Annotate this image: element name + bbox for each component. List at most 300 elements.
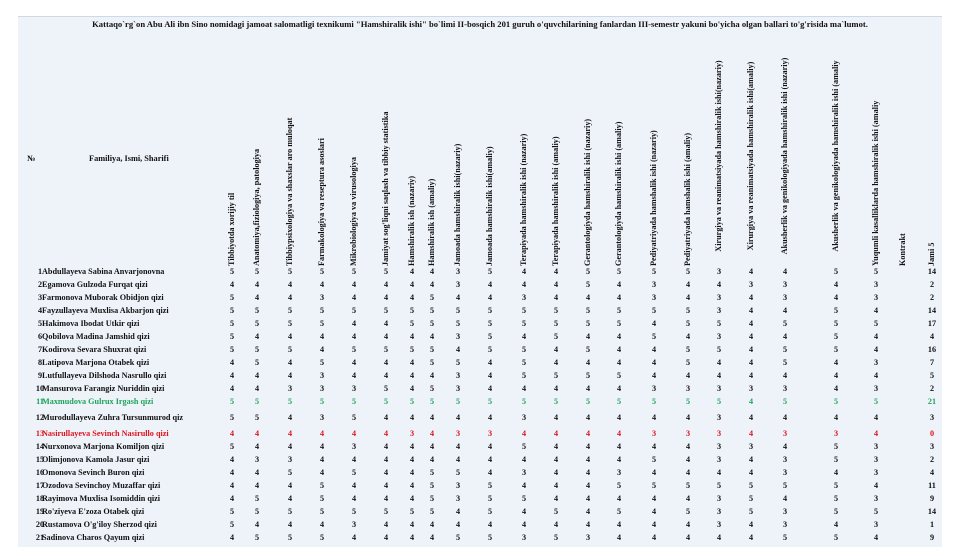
grade-cell: 4 <box>616 280 622 289</box>
grade-cell: 4 <box>287 332 293 341</box>
table-row <box>18 413 942 426</box>
grade-cell: 3 <box>716 306 722 315</box>
grade-cell: 4 <box>287 494 293 503</box>
grade-cell: 4 <box>383 319 389 328</box>
grade-cell: 5 <box>351 413 357 422</box>
grade-cell: 4 <box>616 494 622 503</box>
grade-cell: 3 <box>319 371 325 380</box>
grade-cell: 5 <box>553 319 559 328</box>
grade-cell: 5 <box>748 481 754 490</box>
grade-cell: 5 <box>409 306 415 315</box>
grade-cell: 4 <box>685 520 691 529</box>
table-row <box>18 319 942 332</box>
grade-cell: 5 <box>319 481 325 490</box>
grade-cell: 5 <box>351 267 357 276</box>
student-name: Mansurova Farangiz Nuriddin qizi <box>42 384 165 393</box>
row-number: 9 <box>37 371 43 380</box>
grade-cell: 4 <box>685 468 691 477</box>
grade-cell: 4 <box>716 371 722 380</box>
grade-cell: 4 <box>616 384 622 393</box>
grade-cell: 3 <box>782 507 788 516</box>
grade-cell: 5 <box>748 494 754 503</box>
grade-cell: 4 <box>409 481 415 490</box>
grade-cell: 4 <box>553 384 559 393</box>
grade-cell: 4 <box>748 371 754 380</box>
student-name: Rayimova Muxlisa Isomiddin qizi <box>42 494 161 503</box>
grade-cell: 4 <box>553 267 559 276</box>
grade-cell: 4 <box>351 293 357 302</box>
grade-cell: 16 <box>927 345 937 354</box>
grade-cell: 5 <box>716 345 722 354</box>
grade-cell: 4 <box>383 429 389 438</box>
grade-cell: 4 <box>383 494 389 503</box>
grade-cell: 4 <box>487 358 493 367</box>
grade-cell: 4 <box>929 332 935 341</box>
grade-cell: 3 <box>351 384 357 393</box>
row-number: 21 <box>35 533 45 542</box>
grade-cell: 5 <box>429 358 435 367</box>
grade-cell: 4 <box>319 332 325 341</box>
grade-cell: 4 <box>616 429 622 438</box>
grade-cell: 5 <box>487 345 493 354</box>
grade-cell: 5 <box>685 481 691 490</box>
grade-cell: 3 <box>716 384 722 393</box>
row-number: 8 <box>37 358 43 367</box>
grade-cell: 3 <box>685 384 691 393</box>
subject-header-cell <box>614 46 615 266</box>
grade-cell: 4 <box>351 533 357 542</box>
grade-cell: 4 <box>748 533 754 542</box>
grade-cell: 5 <box>487 481 493 490</box>
grade-cell: 7 <box>929 358 935 367</box>
grade-cell: 9 <box>929 533 935 542</box>
subject-header-cell <box>485 46 486 266</box>
grade-cell: 4 <box>833 468 839 477</box>
table-row <box>18 520 942 533</box>
grade-cell: 4 <box>553 280 559 289</box>
subject-header-cell <box>285 46 286 266</box>
grade-cell: 3 <box>716 429 722 438</box>
grade-cell: 3 <box>873 280 879 289</box>
grade-cell: 5 <box>429 397 435 406</box>
grade-cell: 4 <box>685 413 691 422</box>
student-name: Lutfullayeva Dilshoda Nasrullo qizi <box>42 371 167 380</box>
grade-cell: 4 <box>229 468 235 477</box>
row-number: 12 <box>35 413 45 422</box>
grade-cell: 4 <box>254 332 260 341</box>
grade-cell: 5 <box>685 345 691 354</box>
grade-cell: 4 <box>616 413 622 422</box>
subject-header-cell <box>381 46 382 266</box>
grade-cell: 5 <box>429 319 435 328</box>
grade-cell: 4 <box>553 481 559 490</box>
subject-header-cell <box>871 46 872 266</box>
student-name: Abdullayeva Sabina Anvarjonovna <box>42 267 165 276</box>
grade-cell: 5 <box>229 520 235 529</box>
grade-cell: 3 <box>651 429 657 438</box>
grade-cell: 4 <box>782 267 788 276</box>
grade-cell: 3 <box>254 455 260 464</box>
grade-cell: 4 <box>782 442 788 451</box>
grade-cell: 4 <box>383 442 389 451</box>
grade-cell: 5 <box>585 306 591 315</box>
grade-cell: 3 <box>685 429 691 438</box>
grade-cell: 5 <box>319 397 325 406</box>
student-name: Hakimova Ibodat Utkir qizi <box>42 319 140 328</box>
grade-cell: 5 <box>383 397 389 406</box>
grade-cell: 1 <box>929 520 935 529</box>
grade-cell: 4 <box>616 533 622 542</box>
grade-cell: 4 <box>383 468 389 477</box>
grade-cell: 3 <box>873 442 879 451</box>
grade-cell: 5 <box>585 267 591 276</box>
grade-cell: 5 <box>685 397 691 406</box>
grade-cell: 4 <box>782 494 788 503</box>
grade-cell: 4 <box>833 520 839 529</box>
subject-header-cell <box>780 46 781 266</box>
grade-cell: 5 <box>455 319 461 328</box>
grade-cell: 4 <box>748 429 754 438</box>
grade-cell: 4 <box>521 332 527 341</box>
grade-cell: 4 <box>782 371 788 380</box>
subject-header-cell <box>746 46 747 266</box>
grade-cell: 4 <box>229 455 235 464</box>
grade-cell: 5 <box>553 533 559 542</box>
table-row <box>18 332 942 345</box>
grade-cell: 4 <box>685 533 691 542</box>
grade-cell: 4 <box>254 293 260 302</box>
grade-cell: 5 <box>585 319 591 328</box>
grade-cell: 4 <box>585 384 591 393</box>
grade-cell: 4 <box>553 520 559 529</box>
grade-cell: 4 <box>833 371 839 380</box>
grade-cell: 3 <box>782 280 788 289</box>
grade-cell: 5 <box>254 397 260 406</box>
grade-cell: 4 <box>716 358 722 367</box>
grade-cell: 4 <box>429 267 435 276</box>
grade-cell: 5 <box>254 533 260 542</box>
grade-cell: 5 <box>287 468 293 477</box>
grade-cell: 4 <box>651 468 657 477</box>
grade-cell: 3 <box>716 455 722 464</box>
grade-cell: 5 <box>782 397 788 406</box>
grade-cell: 5 <box>833 332 839 341</box>
grade-cell: 4 <box>651 494 657 503</box>
table-row <box>18 371 942 384</box>
grade-cell: 5 <box>429 468 435 477</box>
grade-cell: 3 <box>455 429 461 438</box>
grade-cell: 4 <box>429 413 435 422</box>
grade-cell: 4 <box>616 455 622 464</box>
grade-cell: 4 <box>521 280 527 289</box>
student-name: Maxmudova Gulrux Irgash qizi <box>42 397 154 406</box>
grade-cell: 4 <box>409 371 415 380</box>
table-row <box>18 481 942 494</box>
grade-cell: 4 <box>833 280 839 289</box>
table-row <box>18 267 942 280</box>
grade-cell: 5 <box>685 358 691 367</box>
grade-cell: 3 <box>782 384 788 393</box>
grade-cell: 3 <box>319 293 325 302</box>
grade-cell: 4 <box>487 455 493 464</box>
grade-cell: 4 <box>409 413 415 422</box>
grade-cell: 5 <box>585 371 591 380</box>
subject-header-cell <box>252 46 253 266</box>
grade-cell: 3 <box>873 520 879 529</box>
grade-cell: 5 <box>521 494 527 503</box>
grade-cell: 21 <box>927 397 937 406</box>
grade-cell: 4 <box>455 345 461 354</box>
grade-cell: 5 <box>833 267 839 276</box>
table-row <box>18 280 942 293</box>
grade-cell: 4 <box>383 533 389 542</box>
grade-cell: 4 <box>616 520 622 529</box>
grade-cell: 5 <box>929 371 935 380</box>
student-name: Murodullayeva Zuhra Tursunmurod qiz <box>42 413 183 422</box>
grade-cell: 3 <box>287 384 293 393</box>
grade-cell: 4 <box>585 429 591 438</box>
grade-cell: 3 <box>716 442 722 451</box>
row-number: 19 <box>35 507 45 516</box>
grade-cell: 4 <box>585 507 591 516</box>
grade-cell: 2 <box>929 384 935 393</box>
student-name: Fayzullayeva Muxlisa Akbarjon qizi <box>42 306 169 315</box>
grade-cell: 5 <box>521 345 527 354</box>
table-row <box>18 358 942 371</box>
grade-cell: 4 <box>716 280 722 289</box>
grade-cell: 4 <box>553 455 559 464</box>
row-number: 2 <box>37 280 43 289</box>
grade-cell: 4 <box>351 481 357 490</box>
grade-cell: 3 <box>651 293 657 302</box>
grade-cell: 4 <box>748 397 754 406</box>
grade-cell: 5 <box>455 468 461 477</box>
grade-cell: 3 <box>651 280 657 289</box>
grade-cell: 4 <box>383 413 389 422</box>
grade-cell: 4 <box>521 481 527 490</box>
grade-cell: 4 <box>409 293 415 302</box>
grade-cell: 4 <box>521 455 527 464</box>
grade-cell: 5 <box>833 306 839 315</box>
grade-cell: 4 <box>782 306 788 315</box>
grade-cell: 5 <box>254 306 260 315</box>
grade-cell: 4 <box>383 293 389 302</box>
document-title: Kattaqo`rg`on Abu Ali ibn Sino nomidagi jamoat salomatligi texnikumi "Hamshiralik ishi" bo`limi II-bosqich 201 guruh o'quvchilarining fanlardan III-semestr yakuni bo'yicha olgan ballari to'g'risida ma`lumot. <box>92 19 868 29</box>
grade-cell: 4 <box>383 520 389 529</box>
subject-header-cell <box>427 46 428 266</box>
grade-cell: 5 <box>319 494 325 503</box>
grade-cell: 4 <box>651 413 657 422</box>
table-row <box>18 345 942 358</box>
grade-cell: 4 <box>287 358 293 367</box>
grade-cell: 11 <box>928 481 936 490</box>
grade-cell: 3 <box>782 293 788 302</box>
grade-cell: 4 <box>429 455 435 464</box>
row-number: 18 <box>35 494 45 503</box>
grade-cell: 3 <box>873 358 879 367</box>
grade-cell: 4 <box>455 507 461 516</box>
row-number: 10 <box>35 384 45 393</box>
grade-cell: 4 <box>833 293 839 302</box>
grade-cell: 4 <box>429 442 435 451</box>
grade-cell: 5 <box>521 397 527 406</box>
grade-cell: 5 <box>833 345 839 354</box>
grade-cell: 4 <box>254 280 260 289</box>
table-row <box>18 306 942 319</box>
grade-cell: 5 <box>319 533 325 542</box>
grade-cell: 3 <box>716 413 722 422</box>
grade-cell: 4 <box>585 520 591 529</box>
grade-cell: 14 <box>927 267 937 276</box>
grade-cell: 4 <box>351 494 357 503</box>
grade-cell: 3 <box>521 293 527 302</box>
grade-cell: 4 <box>553 345 559 354</box>
header-full-name: Familiya, Ismi, Sharifi <box>89 154 169 163</box>
table-row <box>18 442 942 455</box>
grade-cell: 5 <box>455 306 461 315</box>
grade-cell: 4 <box>873 371 879 380</box>
grade-cell: 4 <box>748 319 754 328</box>
grade-cell: 5 <box>229 397 235 406</box>
grade-cell: 4 <box>351 358 357 367</box>
grade-cell: 4 <box>287 429 293 438</box>
grade-cell: 5 <box>553 332 559 341</box>
grade-cell: 4 <box>651 507 657 516</box>
table-row <box>18 293 942 306</box>
grade-cell: 5 <box>429 345 435 354</box>
grade-cell: 4 <box>429 533 435 542</box>
grade-cell: 5 <box>383 345 389 354</box>
grade-cell: 4 <box>521 507 527 516</box>
grade-cell: 5 <box>287 345 293 354</box>
table-row <box>18 494 942 507</box>
grade-cell: 5 <box>487 306 493 315</box>
grade-cell: 5 <box>319 507 325 516</box>
grade-cell: 4 <box>521 429 527 438</box>
grade-cell: 5 <box>287 306 293 315</box>
grade-cell: 4 <box>351 280 357 289</box>
subject-header-cell <box>317 46 318 266</box>
subject-header-cell <box>453 46 454 266</box>
grade-cell: 5 <box>287 267 293 276</box>
grade-cell: 3 <box>873 455 879 464</box>
grade-cell: 5 <box>229 293 235 302</box>
grade-cell: 4 <box>553 468 559 477</box>
grade-cell: 5 <box>553 371 559 380</box>
grade-cell: 5 <box>351 468 357 477</box>
student-name: Qobilova Madina Jamshid qizi <box>42 332 150 341</box>
grade-cell: 5 <box>409 345 415 354</box>
student-name: Ozodova Sevinchoy Muzaffar qizi <box>42 481 161 490</box>
grade-cell: 5 <box>685 507 691 516</box>
table-row <box>18 384 942 397</box>
grade-cell: 5 <box>782 358 788 367</box>
row-number: 7 <box>37 345 43 354</box>
grade-cell: 5 <box>616 306 622 315</box>
table-row <box>18 397 942 410</box>
grade-cell: 5 <box>616 507 622 516</box>
grade-cell: 5 <box>487 507 493 516</box>
grade-cell: 5 <box>383 507 389 516</box>
grade-cell: 3 <box>782 429 788 438</box>
subject-header-cell <box>714 46 715 266</box>
grade-cell: 5 <box>229 267 235 276</box>
grade-cell: 4 <box>409 520 415 529</box>
grade-cell: 3 <box>929 413 935 422</box>
grade-cell: 4 <box>383 455 389 464</box>
grade-cell: 4 <box>429 429 435 438</box>
grade-cell: 4 <box>521 520 527 529</box>
grade-cell: 4 <box>616 358 622 367</box>
grade-cell: 4 <box>748 293 754 302</box>
grade-cell: 5 <box>521 306 527 315</box>
grade-cell: 14 <box>927 306 937 315</box>
grade-cell: 5 <box>521 442 527 451</box>
student-name: Egamova Gulzoda Furqat qizi <box>42 280 148 289</box>
grade-cell: 5 <box>429 293 435 302</box>
grade-cell: 5 <box>409 397 415 406</box>
grade-cell: 5 <box>487 494 493 503</box>
grade-cell: 5 <box>383 267 389 276</box>
grade-cell: 4 <box>409 280 415 289</box>
grade-cell: 5 <box>833 507 839 516</box>
grade-cell: 5 <box>254 267 260 276</box>
grade-cell: 5 <box>229 306 235 315</box>
grade-cell: 4 <box>748 267 754 276</box>
subject-header-cell <box>898 46 899 266</box>
grade-cell: 5 <box>487 533 493 542</box>
grade-cell: 3 <box>716 507 722 516</box>
grade-cell: 3 <box>455 332 461 341</box>
student-name: Sadinova Charos Qayum qizi <box>42 533 145 542</box>
grade-cell: 4 <box>287 280 293 289</box>
grade-cell: 4 <box>229 358 235 367</box>
grade-cell: 5 <box>616 267 622 276</box>
grade-cell: 4 <box>873 345 879 354</box>
grade-cell: 3 <box>782 468 788 477</box>
grade-cell: 5 <box>553 397 559 406</box>
grade-cell: 4 <box>585 481 591 490</box>
grade-cell: 4 <box>833 358 839 367</box>
grade-cell: 3 <box>455 481 461 490</box>
grade-cell: 4 <box>287 413 293 422</box>
subject-header-cell <box>583 46 584 266</box>
grade-cell: 14 <box>927 507 937 516</box>
grade-cell: 4 <box>585 442 591 451</box>
grade-cell: 5 <box>685 267 691 276</box>
subject-header-cell <box>927 46 928 266</box>
grade-cell: 5 <box>833 481 839 490</box>
grade-cell: 5 <box>429 481 435 490</box>
grade-cell: 4 <box>383 358 389 367</box>
grade-cell: 4 <box>254 429 260 438</box>
grade-cell: 4 <box>685 455 691 464</box>
student-name: Latipova Marjona Otabek qizi <box>42 358 150 367</box>
grade-cell: 4 <box>929 468 935 477</box>
grade-cell: 5 <box>287 397 293 406</box>
grade-cell: 3 <box>782 520 788 529</box>
grade-cell: 5 <box>782 533 788 542</box>
grade-cell: 5 <box>254 319 260 328</box>
grade-cell: 3 <box>748 442 754 451</box>
grade-cell: 4 <box>553 293 559 302</box>
grade-cell: 4 <box>409 358 415 367</box>
grade-cell: 4 <box>229 481 235 490</box>
student-name: Farmonova Muborak Obidjon qizi <box>42 293 164 302</box>
grade-cell: 4 <box>351 429 357 438</box>
grade-cell: 4 <box>685 293 691 302</box>
grade-cell: 4 <box>429 332 435 341</box>
